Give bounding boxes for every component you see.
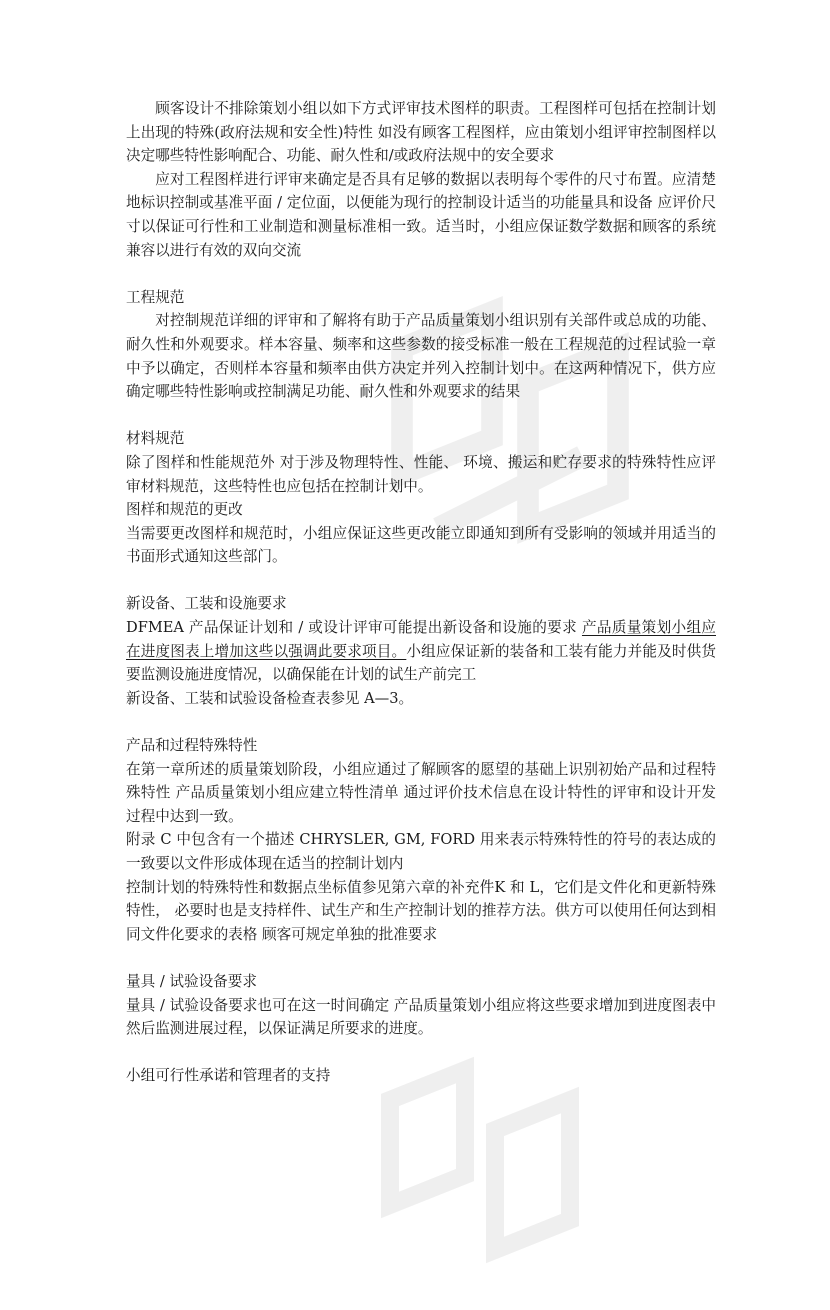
heading-gauges: 量具 / 试验设备要求 bbox=[126, 972, 257, 990]
equipment-text-a: DFMEA 产品保证计划和 / 或设计评审可能提出新设备和设施的要求 bbox=[126, 619, 582, 637]
heading-new-equipment: 新设备、工装和设施要求 bbox=[126, 595, 287, 613]
spacer bbox=[126, 404, 716, 428]
paragraph-special-characteristics-1: 在第一章所述的质量策划阶段，小组应通过了解顾客的愿望的基础上识别初始产品和过程特殊特性 产品质量策划小组应建立特性清单 通过评价技术信息在设计特性的评审和设计开发过程中达到一致。 bbox=[126, 760, 716, 825]
paragraph-drawing-evaluation: 应对工程图样进行评审来确定是否具有足够的数据以表明每个零件的尺寸布置。应清楚地标识控制或基准平面 / 定位面，以便能为现行的控制设计适当的功能量具和设备 应评价尺寸以保证可行性和工业制造和测量标准相一致。适当时，小组应保证数学数据和顾客的系统兼容以进行有效的双向交流 bbox=[126, 170, 716, 259]
paragraph-special-characteristics-2: 附录 C 中包含有一个描述 CHRYSLER, GM, FORD 用来表示特殊特性的符号的表达成的一致要以文件形成体现在适当的控制计划内 bbox=[126, 831, 716, 872]
spacer bbox=[126, 262, 716, 286]
equipment-text-underlined: 产品质量策划小组应在进度图表上增加这些以强调此要求项目。 bbox=[126, 619, 716, 660]
spacer bbox=[126, 569, 716, 593]
spacer bbox=[126, 710, 716, 734]
paragraph-drawing-review: 顾客设计不排除策划小组以如下方式评审技术图样的职责。工程图样可包括在控制计划上出现的特殊(政府法规和安全性)特性 如没有顾客工程图样，应由策划小组评审控制图样以决定哪些特性影响配合、功能、耐久性和/或政府法规中的安全要求 bbox=[126, 100, 716, 165]
paragraph-equipment-checklist: 新设备、工装和试验设备检查表参见 A—3。 bbox=[126, 689, 414, 707]
paragraph-new-equipment bbox=[126, 616, 716, 687]
heading-material-spec: 材料规范 bbox=[126, 430, 185, 448]
paragraph-gauges: 量具 / 试验设备要求也可在这一时间确定 产品质量策划小组应将这些要求增加到进度图表中 然后监测进展过程，以保证满足所要求的进度。 bbox=[126, 996, 716, 1038]
heading-special-characteristics: 产品和过程特殊特性 bbox=[126, 737, 258, 755]
spacer bbox=[126, 946, 716, 970]
paragraph-drawing-changes: 当需要更改图样和规范时，小组应保证这些更改能立即通知到所有受影响的领域并用适当的书面形式通知这些部门。 bbox=[126, 524, 716, 566]
heading-team-commitment: 小组可行性承诺和管理者的支持 bbox=[126, 1067, 331, 1085]
document-body bbox=[126, 97, 716, 1088]
spacer bbox=[126, 1041, 716, 1065]
paragraph-special-characteristics-3: 控制计划的特殊特性和数据点坐标值参见第六章的补充件K 和 L，它们是文件化和更新特殊特性， 必要时也是支持样件、试生产和生产控制计划的推荐方法。供方可以使用任何达到相同文件化要求的表格 顾客可规定单独的批准要求 bbox=[126, 878, 716, 943]
paragraph-engineering-spec: 对控制规范详细的评审和了解将有助于产品质量策划小组识别有关部件或总成的功能、耐久性和外观要求。样本容量、频率和这些参数的接受标准一般在工程规范的过程试验一章中予以确定，否则样本容量和频率由供方决定并列入控制计划中。在这两种情况下，供方应确定哪些特性影响或控制满足功能、耐久性和外观要求的结果 bbox=[126, 312, 716, 401]
equipment-text-b: 小组应保证新的装备和工装有能力并能及时供货 要监测设施进度情况，以确保能在计划的试生产前完工 bbox=[126, 642, 716, 684]
heading-drawing-changes: 图样和规范的更改 bbox=[126, 501, 243, 519]
paragraph-material-spec: 除了图样和性能规范外 对于涉及物理特性、性能、 环境、搬运和贮存要求的特殊特性应评审材料规范，这些特性也应包括在控制计划中。 bbox=[126, 453, 716, 495]
heading-engineering-spec: 工程规范 bbox=[126, 288, 185, 306]
